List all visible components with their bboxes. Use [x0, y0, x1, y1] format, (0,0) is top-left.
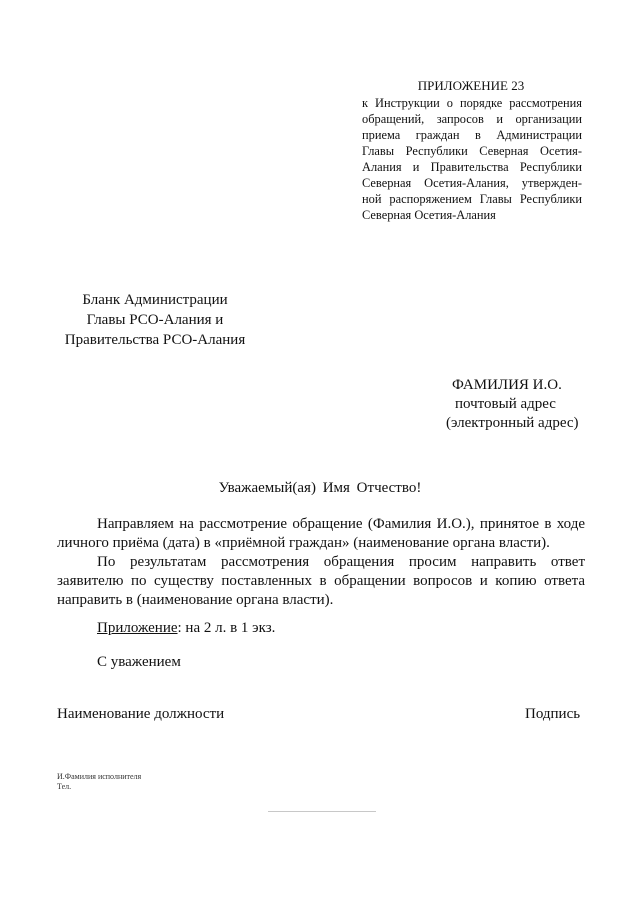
body-line: Направляем на рассмотрение обращение (Фамилия И.О.), принятое в ходе	[97, 516, 585, 532]
attachment-text: : на 2 л. в 1 экз.	[177, 620, 276, 636]
body-paragraph-1	[57, 515, 585, 553]
addressee-postal: почтовый адрес	[455, 396, 556, 412]
appendix-line: приема граждан в Администрации	[362, 128, 582, 142]
appendix-line: к Инструкции о порядке рассмотрения	[362, 96, 582, 110]
letterhead	[55, 290, 255, 350]
attachment-line	[97, 620, 275, 637]
attachment-label: Приложение	[97, 620, 178, 636]
body-line: направить в (наименование органа власти).	[57, 592, 334, 608]
addressee-email: (электронный адрес)	[446, 415, 579, 431]
appendix-line: ной распоряжением Главы Республики	[362, 192, 582, 206]
appendix-line: Алания и Правительства Республики	[362, 160, 582, 174]
executor-name: И.Фамилия исполнителя	[57, 772, 142, 781]
executor-phone: Тел.	[57, 782, 72, 791]
appendix-title: ПРИЛОЖЕНИЕ 23	[417, 78, 525, 93]
appendix-caption	[362, 95, 582, 223]
addressee-block	[440, 376, 590, 433]
letterhead-line: Правительства РСО-Алания	[64, 332, 246, 348]
appendix-line: Северная Осетия-Алания, утвержден-	[362, 176, 582, 190]
footer-divider	[268, 811, 376, 812]
body-line: личного приёма (дата) в «приёмной граждан» (наименование органа власти).	[57, 535, 550, 551]
appendix-line: Северная Осетия-Алания	[362, 208, 496, 222]
letterhead-line: Бланк Администрации	[82, 292, 228, 308]
executor-block	[57, 772, 141, 792]
signer-position: Наименование должности	[57, 706, 225, 722]
signature-label: Подпись	[525, 706, 581, 722]
appendix-line: Главы Республики Северная Осетия-	[362, 144, 582, 158]
closing: С уважением	[97, 654, 181, 670]
addressee-name: ФАМИЛИЯ И.О.	[452, 377, 562, 393]
body-line: По результатам рассмотрения обращения просим направить ответ	[97, 554, 585, 570]
greeting: Уважаемый(ая) Имя Отчество!	[218, 480, 422, 496]
body-paragraph-2	[57, 553, 585, 610]
letterhead-line: Главы РСО-Алания и	[86, 312, 224, 328]
appendix-line: обращений, запросов и организации	[362, 112, 582, 126]
body-line: заявителю по существу поставленных в обращении вопросов и копию ответа	[57, 573, 585, 589]
